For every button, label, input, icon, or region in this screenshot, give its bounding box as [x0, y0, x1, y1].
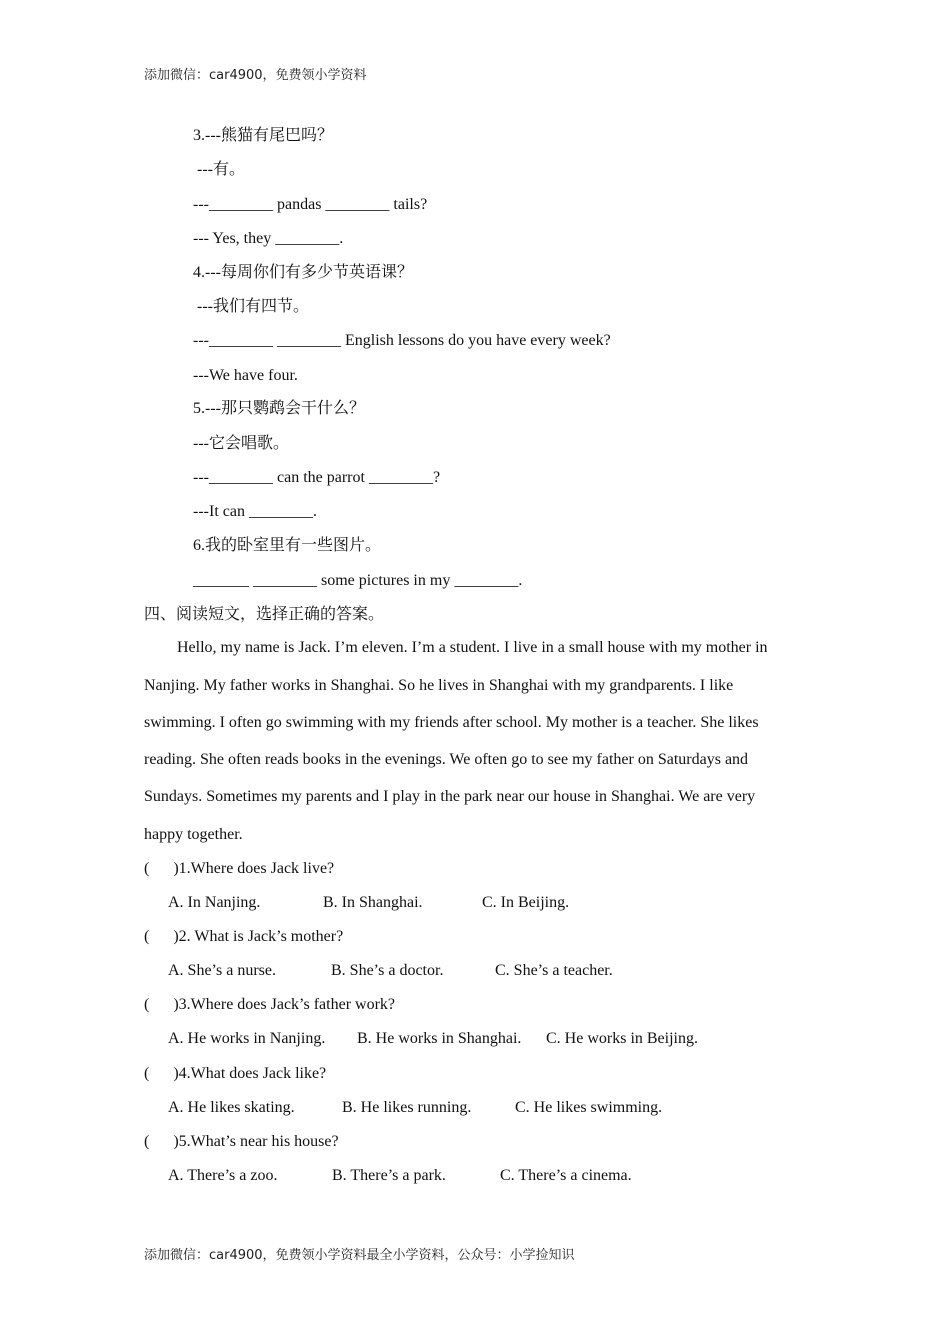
section-title: 四、阅读短文，选择正确的答案。 — [144, 606, 385, 623]
question: ( )3.Where does Jack’s father work? — [144, 996, 396, 1013]
translation-line: ---我们有四节。 — [193, 298, 309, 315]
passage-line: swimming. I often go swimming with my friends after school. My mother is a teacher. She likes — [144, 714, 759, 731]
translation-line: _______ ________ some pictures in my ________. — [193, 572, 523, 589]
option-b: B. She’s a doctor. — [331, 962, 444, 979]
option-a: A. There’s a zoo. — [168, 1167, 278, 1184]
option-a: A. He works in Nanjing. — [168, 1030, 326, 1047]
translation-line: --- Yes, they ________. — [193, 230, 344, 247]
translation-line: ---有。 — [193, 161, 245, 178]
passage-line: Hello, my name is Jack. I’m eleven. I’m a student. I live in a small house with my mother in — [177, 639, 768, 656]
translation-line: 5.---那只鹦鹉会干什么？ — [193, 400, 365, 417]
passage-line: Nanjing. My father works in Shanghai. So he lives in Shanghai with my grandparents. I like — [144, 677, 734, 694]
translation-line: 4.---每周你们有多少节英语课？ — [193, 264, 413, 281]
option-b: B. He works in Shanghai. — [357, 1030, 522, 1047]
option-c: C. He works in Beijing. — [546, 1030, 698, 1047]
option-c: C. She’s a teacher. — [495, 962, 613, 979]
option-b: B. In Shanghai. — [323, 894, 423, 911]
translation-line: ---它会唱歌。 — [193, 435, 289, 452]
translation-line: ---We have four. — [193, 367, 298, 384]
passage-line: reading. She often reads books in the evenings. We often go to see my father on Saturdays and — [144, 751, 749, 768]
question: ( )2. What is Jack’s mother? — [144, 928, 344, 945]
translation-line: ---________ ________ English lessons do you have every week? — [193, 332, 611, 349]
option-b: B. He likes running. — [342, 1099, 472, 1116]
translation-line: ---It can ________. — [193, 503, 317, 520]
option-b: B. There’s a park. — [332, 1167, 446, 1184]
option-c: C. There’s a cinema. — [500, 1167, 632, 1184]
page-header: 添加微信：car4900，免费领小学资料 — [144, 68, 367, 83]
page-footer: 添加微信：car4900，免费领小学资料最全小学资料，公众号：小学捡知识 — [144, 1248, 575, 1263]
translation-line: ---________ pandas ________ tails? — [193, 196, 428, 213]
translation-line: ---________ can the parrot ________? — [193, 469, 441, 486]
question: ( )5.What’s near his house? — [144, 1133, 339, 1150]
option-a: A. He likes skating. — [168, 1099, 295, 1116]
translation-line: 3.---熊猫有尾巴吗？ — [193, 127, 333, 144]
translation-line: 6.我的卧室里有一些图片。 — [193, 537, 382, 554]
passage-line: Sundays. Sometimes my parents and I play in the park near our house in Shanghai. We are very — [144, 788, 756, 805]
option-c: C. In Beijing. — [482, 894, 570, 911]
option-a: A. In Nanjing. — [168, 894, 261, 911]
question: ( )1.Where does Jack live? — [144, 860, 335, 877]
option-c: C. He likes swimming. — [515, 1099, 663, 1116]
passage-line: happy together. — [144, 826, 243, 843]
option-a: A. She’s a nurse. — [168, 962, 276, 979]
question: ( )4.What does Jack like? — [144, 1065, 327, 1082]
